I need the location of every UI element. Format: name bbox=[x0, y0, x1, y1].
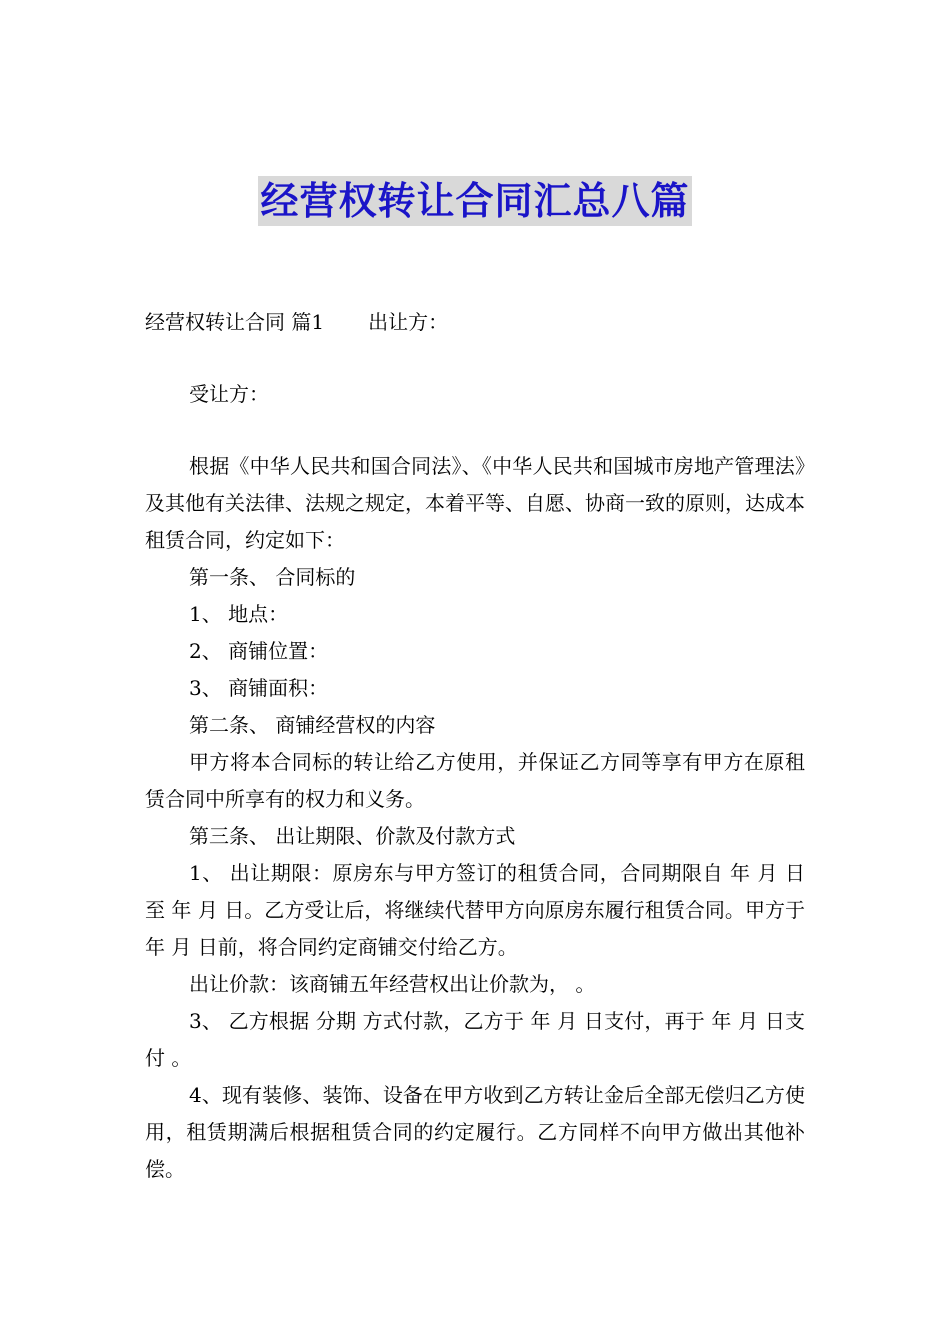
term-paragraph: 1、 出让期限：原房东与甲方签订的租赁合同，合同期限自 年 月 日至 年 月 日。乙方受让后，将继续代替甲方向原房东履行租赁合同。甲方于 年 月 日前，将合同约定商铺交付给乙方。 bbox=[145, 861, 805, 959]
item-shop-area: 3、 商铺面积： bbox=[189, 676, 329, 700]
price-paragraph: 出让价款：该商铺五年经营权出让价款为， 。 bbox=[189, 972, 596, 996]
article1-title: 第一条、 合同标的 bbox=[189, 565, 356, 589]
item-location: 1、 地点： bbox=[189, 602, 289, 626]
article2-paragraph: 甲方将本合同标的转让给乙方使用，并保证乙方同等享有甲方在原租赁合同中所享有的权力和义务。 bbox=[145, 750, 805, 811]
article3-title: 第三条、 出让期限、价款及付款方式 bbox=[189, 824, 516, 848]
article2-title: 第二条、 商铺经营权的内容 bbox=[189, 713, 436, 737]
contract-heading: 经营权转让合同 篇1 bbox=[145, 310, 325, 334]
intro-paragraph: 根据《中华人民共和国合同法》、《中华人民共和国城市房地产管理法》及其他有关法律、法规之规定，本着平等、自愿、协商一致的原则，达成本租赁合同，约定如下： bbox=[145, 454, 805, 552]
transferor-label: 出让方： bbox=[368, 310, 449, 334]
transferee-label: 受让方： bbox=[189, 382, 269, 406]
document-title: 经营权转让合同汇总八篇 bbox=[258, 176, 691, 226]
payment-paragraph: 3、 乙方根据 分期 方式付款，乙方于 年 月 日支付，再于 年 月 日支付 。 bbox=[145, 1009, 805, 1070]
item-shop-position: 2、 商铺位置： bbox=[189, 639, 329, 663]
contract-heading-line bbox=[145, 304, 448, 341]
title-container bbox=[0, 176, 950, 226]
decoration-paragraph: 4、现有装修、装饰、设备在甲方收到乙方转让金后全部无偿归乙方使用，租赁期满后根据租赁合同的约定履行。乙方同样不向甲方做出其他补偿。 bbox=[145, 1083, 805, 1181]
